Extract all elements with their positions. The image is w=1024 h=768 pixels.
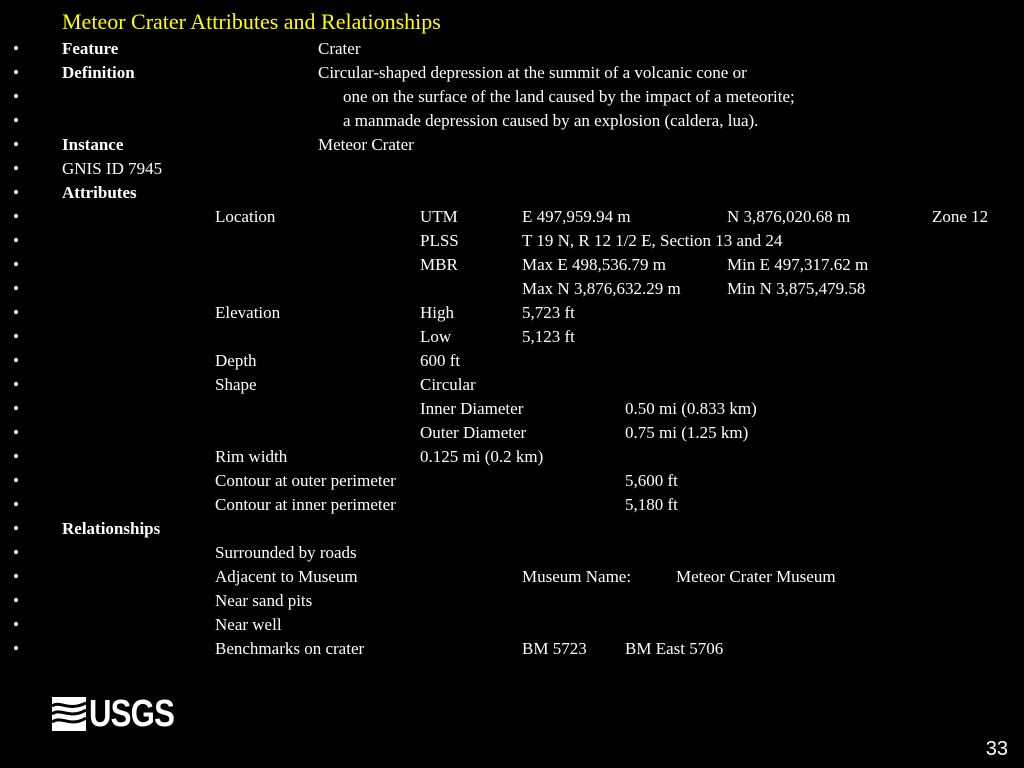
relationships-heading: Relationships — [62, 519, 161, 538]
elevation-high-label: High — [420, 303, 454, 322]
list-item-inner-diameter — [0, 397, 1024, 421]
bullet: • — [13, 519, 19, 538]
museum-name-value: Meteor Crater Museum — [676, 567, 836, 586]
definition-text-cont-2: a manmade depression caused by an explosion (caldera, lua). — [343, 111, 759, 130]
bullet: • — [13, 87, 19, 106]
definition-label: Definition — [62, 63, 135, 82]
gnis-id: GNIS ID 7945 — [62, 159, 163, 178]
bullet: • — [13, 375, 19, 394]
list-item-elevation-high — [0, 301, 1024, 325]
instance-label: Instance — [62, 135, 124, 154]
shape-value: Circular — [420, 375, 476, 394]
list-item-instance — [0, 133, 1024, 157]
elevation-label: Elevation — [215, 303, 281, 322]
bullet: • — [13, 39, 19, 58]
list-item-gnis-id — [0, 157, 1024, 181]
bullet: • — [13, 279, 19, 298]
depth-value: 600 ft — [420, 351, 461, 370]
utm-easting: E 497,959.94 m — [522, 207, 631, 226]
list-item-sand-pits — [0, 589, 1024, 613]
list-item-plss — [0, 229, 1024, 253]
bullet: • — [13, 447, 19, 466]
mbr-min-n: Min N 3,875,479.58 — [727, 279, 866, 298]
museum-name-label: Museum Name: — [522, 567, 632, 586]
bullet: • — [13, 183, 19, 202]
mbr-label: MBR — [420, 255, 458, 274]
inner-diameter-value: 0.50 mi (0.833 km) — [625, 399, 757, 418]
rim-width-label: Rim width — [215, 447, 288, 466]
list-item-definition — [0, 61, 1024, 85]
utm-northing: N 3,876,020.68 m — [727, 207, 851, 226]
elevation-low-label: Low — [420, 327, 452, 346]
bullet: • — [13, 63, 19, 82]
outer-diameter-label: Outer Diameter — [420, 423, 527, 442]
list-item-definition-cont-1 — [0, 85, 1024, 109]
shape-label: Shape — [215, 375, 257, 394]
roads-text: Surrounded by roads — [215, 543, 357, 562]
page-number: 33 — [985, 738, 1008, 760]
bullet: • — [13, 543, 19, 562]
list-item-elevation-low — [0, 325, 1024, 349]
list-item-contour-inner — [0, 493, 1024, 517]
bullet: • — [13, 615, 19, 634]
outer-diameter-value: 0.75 mi (1.25 km) — [625, 423, 749, 442]
museum-text: Adjacent to Museum — [215, 567, 358, 586]
instance-value: Meteor Crater — [318, 135, 414, 154]
list-item-feature — [0, 37, 1024, 61]
bullet: • — [13, 159, 19, 178]
list-item-mbr-east — [0, 253, 1024, 277]
usgs-logo-text: USGS — [89, 693, 175, 735]
contour-outer-value: 5,600 ft — [625, 471, 678, 490]
benchmarks-text: Benchmarks on crater — [215, 639, 365, 658]
bullet: • — [13, 423, 19, 442]
bullet: • — [13, 255, 19, 274]
mbr-max-e: Max E 498,536.79 m — [522, 255, 667, 274]
utm-label: UTM — [420, 207, 458, 226]
attributes-heading: Attributes — [62, 183, 137, 202]
list-item-relationships — [0, 517, 1024, 541]
bullet: • — [13, 471, 19, 490]
bullet: • — [13, 231, 19, 250]
bullet: • — [13, 111, 19, 130]
location-label: Location — [215, 207, 276, 226]
elevation-high-value: 5,723 ft — [522, 303, 575, 322]
list-item-shape — [0, 373, 1024, 397]
well-text: Near well — [215, 615, 282, 634]
bullet: • — [13, 567, 19, 586]
inner-diameter-label: Inner Diameter — [420, 399, 524, 418]
bullet: • — [13, 591, 19, 610]
bullet: • — [13, 135, 19, 154]
mbr-min-e: Min E 497,317.62 m — [727, 255, 869, 274]
bullet: • — [13, 495, 19, 514]
benchmark-2: BM East 5706 — [625, 639, 724, 658]
list-item-benchmarks — [0, 637, 1024, 661]
depth-label: Depth — [215, 351, 257, 370]
list-item-rim-width — [0, 445, 1024, 469]
list-item-attributes — [0, 181, 1024, 205]
bullet: • — [13, 399, 19, 418]
plss-value: T 19 N, R 12 1/2 E, Section 13 and 24 — [522, 231, 783, 250]
list-item-location-utm — [0, 205, 1024, 229]
definition-text: Circular-shaped depression at the summit of a volcanic cone or — [318, 63, 747, 82]
contour-inner-label: Contour at inner perimeter — [215, 495, 396, 514]
list-item-roads — [0, 541, 1024, 565]
usgs-logo — [52, 694, 193, 734]
list-item-depth — [0, 349, 1024, 373]
slide-title: Meteor Crater Attributes and Relationships — [62, 9, 441, 34]
bullet: • — [13, 639, 19, 658]
list-item-contour-outer — [0, 469, 1024, 493]
utm-zone: Zone 12 — [932, 207, 989, 226]
elevation-low-value: 5,123 ft — [522, 327, 575, 346]
list-item-definition-cont-2 — [0, 109, 1024, 133]
bullet: • — [13, 207, 19, 226]
mbr-max-n: Max N 3,876,632.29 m — [522, 279, 681, 298]
list-item-mbr-north — [0, 277, 1024, 301]
contour-inner-value: 5,180 ft — [625, 495, 678, 514]
usgs-wave-icon — [52, 697, 86, 731]
bullet: • — [13, 303, 19, 322]
list-item-well — [0, 613, 1024, 637]
definition-text-cont-1: one on the surface of the land caused by the impact of a meteorite; — [343, 87, 795, 106]
bullet: • — [13, 351, 19, 370]
sand-pits-text: Near sand pits — [215, 591, 313, 610]
plss-label: PLSS — [420, 231, 459, 250]
contour-outer-label: Contour at outer perimeter — [215, 471, 396, 490]
benchmark-1: BM 5723 — [522, 639, 587, 658]
feature-value: Crater — [318, 39, 361, 58]
feature-label: Feature — [62, 39, 119, 58]
bullet: • — [13, 327, 19, 346]
rim-width-value: 0.125 mi (0.2 km) — [420, 447, 544, 466]
list-item-outer-diameter — [0, 421, 1024, 445]
list-item-museum — [0, 565, 1024, 589]
